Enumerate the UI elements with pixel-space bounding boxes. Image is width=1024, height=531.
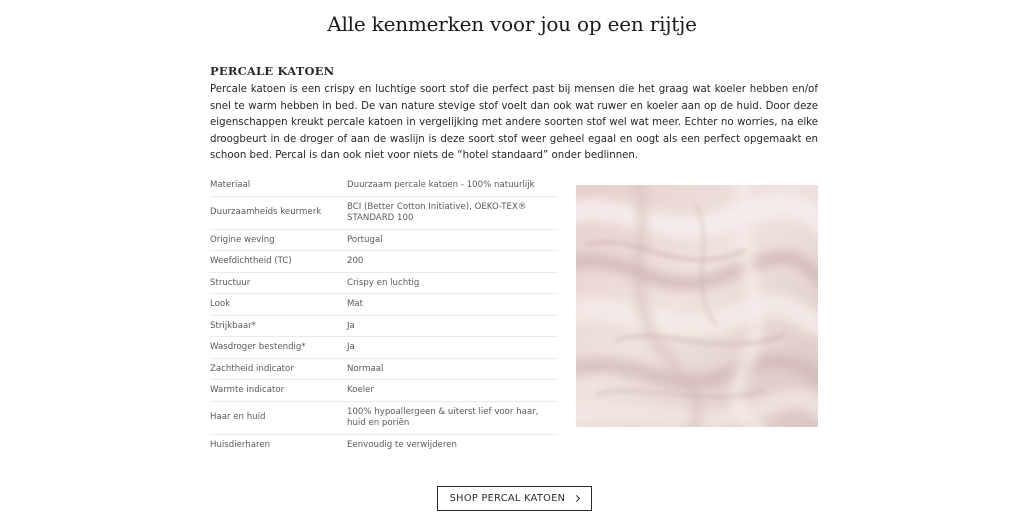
spec-label: Wasdroger bestendig*: [210, 337, 347, 359]
specs-table: [210, 175, 558, 455]
spec-value: Ja: [347, 315, 558, 337]
spec-row: [210, 229, 558, 251]
spec-value: Koeler: [347, 380, 558, 402]
spec-label: Warmte indicator: [210, 380, 347, 402]
spec-label: Duurzaamheids keurmerk: [210, 196, 347, 229]
spec-value: Mat: [347, 294, 558, 316]
spec-row: [210, 358, 558, 380]
spec-label: Materiaal: [210, 175, 347, 196]
spec-label: Origine weving: [210, 229, 347, 251]
spec-row: [210, 272, 558, 294]
page-title: Alle kenmerken voor jou op een rijtje: [327, 12, 697, 36]
spec-row: [210, 196, 558, 229]
spec-value: Eenvoudig te verwijderen: [347, 439, 457, 450]
spec-row: [210, 294, 558, 316]
spec-row: [210, 434, 558, 455]
shop-percal-katoen-button[interactable]: [437, 486, 592, 511]
spec-value: Crispy en luchtig: [347, 272, 558, 294]
spec-row: [210, 380, 558, 402]
spec-label: Strijkbaar*: [210, 315, 347, 337]
spec-value: Normaal: [347, 358, 558, 380]
spec-label: Zachtheid indicator: [210, 358, 347, 380]
spec-value: 200: [347, 251, 558, 273]
shop-button-label: SHOP PERCAL KATOEN: [449, 493, 566, 504]
spec-row: [210, 175, 558, 196]
chevron-right-icon: [573, 495, 580, 502]
spec-label: Weefdichtheid (TC): [210, 251, 347, 273]
spec-row: [210, 401, 558, 434]
fabric-photo: [576, 185, 818, 427]
spec-value: Ja: [347, 337, 558, 359]
spec-row: [210, 315, 558, 337]
spec-label: Huisdierharen: [210, 439, 271, 450]
spec-value: BCI (Better Cotton Initiative), OEKO-TEX® STANDARD 100: [347, 196, 558, 229]
spec-value: Portugal: [347, 229, 558, 251]
spec-label: Look: [210, 294, 347, 316]
spec-value: Duurzaam percale katoen - 100% natuurlijk: [347, 175, 558, 196]
spec-label: Haar en huid: [210, 401, 347, 434]
spec-row: [210, 251, 558, 273]
section-heading: PERCALE KATOEN: [210, 64, 335, 78]
product-description: Percale katoen is een crispy en luchtige soort stof die perfect past bij mensen die het graag wat koeler hebben en/of snel te warm hebben in bed. De van nature stevige stof voelt dan ook wat ruwer en koeler aan op de huid. Door deze eigenschappen kreukt percale katoen in vergelijking met andere soorten stof wel wat meer. Echter no worries, na elke droogbeurt in de droger of aan de waslijn is deze soort stof weer geheel egaal en oogt als een perfect opgemaakt en schoon bed. Percal is dan ook niet voor niets de “hotel standaard” onder bedlinnen.: [210, 84, 818, 162]
spec-label: Structuur: [210, 272, 347, 294]
fabric-image: [576, 185, 818, 427]
spec-value: 100% hypoallergeen & uiterst lief voor haar, huid en poriën: [347, 401, 558, 434]
spec-row: [210, 337, 558, 359]
